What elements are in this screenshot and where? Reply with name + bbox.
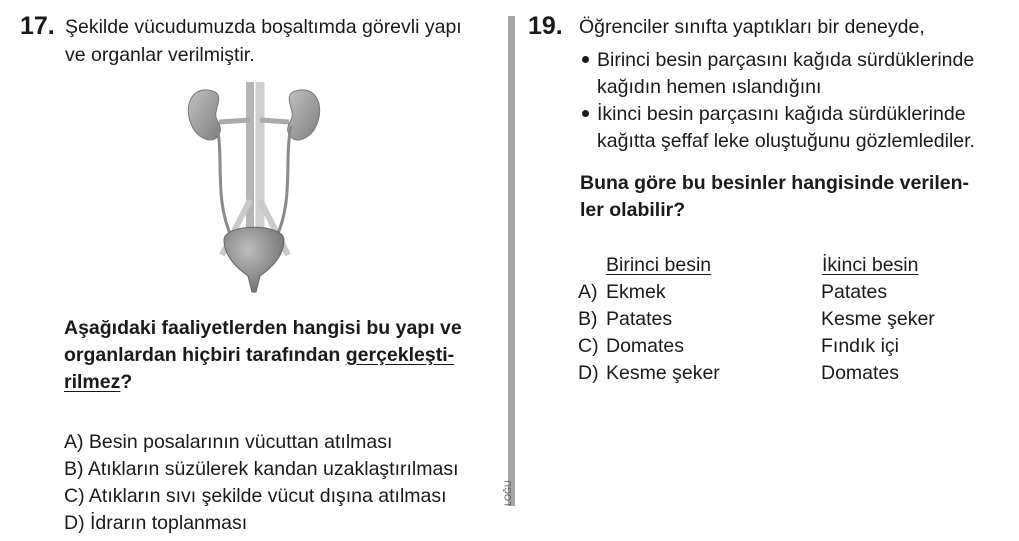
question-17-option-b[interactable]: B) Atıkların süzülerek kandan uzaklaştırılması bbox=[64, 458, 459, 480]
bullet-icon bbox=[582, 110, 589, 117]
question-19-stem: Öğrenciler sınıfta yaptıkları bir deneyde, bbox=[579, 16, 925, 38]
question-17-option-a[interactable]: A) Besin posalarının vücuttan atılması bbox=[64, 431, 393, 453]
column-header-second-food: İkinci besin bbox=[822, 254, 919, 276]
question-17-prompt-line-3 bbox=[64, 371, 132, 394]
option-letter-b[interactable]: B) bbox=[578, 308, 598, 330]
question-17-prompt-line-2 bbox=[64, 344, 454, 367]
question-19-prompt-line-2: ler olabilir? bbox=[580, 199, 686, 221]
question-19-prompt-line-1: Buna göre bu besinler hangisinde verilen- bbox=[580, 172, 969, 194]
option-d-second-food[interactable]: Domates bbox=[821, 362, 900, 384]
question-19-bullet-2-line-2: kağıtta şeffaf leke oluştuğunu gözlemlediler. bbox=[597, 130, 975, 152]
question-19-bullet-1-line-1: Birinci besin parçasını kağıda sürdüklerinde bbox=[597, 49, 975, 71]
question-19-number: 19. bbox=[528, 12, 563, 40]
question-17-underlined-keyword: gerçekleşti- bbox=[345, 344, 455, 366]
question-17-option-c[interactable]: C) Atıkların sıvı şekilde vücut dışına atılması bbox=[64, 485, 447, 507]
question-17-stem-line-2: ve organlar verilmiştir. bbox=[65, 44, 255, 66]
column-header-first-food: Birinci besin bbox=[606, 254, 712, 276]
question-19-bullet-1-line-2: kağıdın hemen ıslandığını bbox=[597, 76, 822, 98]
urinary-bladder bbox=[224, 227, 284, 292]
question-17-stem-line-1: Şekilde vücudumuzda boşaltımda görevli yapı bbox=[65, 16, 462, 38]
question-17-number: 17. bbox=[20, 12, 55, 40]
left-kidney bbox=[188, 90, 220, 140]
left-ureter bbox=[217, 126, 232, 238]
urinary-system-diagram bbox=[184, 80, 324, 295]
question-17-prompt-line-2-text: organlardan hiçbiri tarafından bbox=[64, 344, 346, 366]
question-17-option-d[interactable]: D) İdrarın toplanması bbox=[64, 512, 248, 534]
option-letter-c[interactable]: C) bbox=[578, 335, 599, 357]
option-c-first-food[interactable]: Domates bbox=[606, 335, 685, 357]
side-margin-text: LOĞU bbox=[503, 480, 513, 506]
question-17-underlined-keyword-end: rilmez bbox=[64, 371, 121, 393]
option-b-first-food[interactable]: Patates bbox=[606, 308, 673, 330]
option-a-second-food[interactable]: Patates bbox=[821, 281, 888, 303]
question-19-bullet-2-line-1: İkinci besin parçasını kağıda sürdüklerinde bbox=[597, 103, 966, 125]
option-letter-d[interactable]: D) bbox=[578, 362, 599, 384]
option-c-second-food[interactable]: Fındık içi bbox=[821, 335, 900, 357]
option-letter-a[interactable]: A) bbox=[578, 281, 598, 303]
bullet-icon bbox=[582, 56, 589, 63]
question-17-question-mark: ? bbox=[120, 371, 133, 393]
right-ureter bbox=[276, 126, 291, 238]
column-divider bbox=[508, 16, 515, 506]
option-b-second-food[interactable]: Kesme şeker bbox=[821, 308, 935, 330]
right-kidney bbox=[288, 90, 320, 140]
option-a-first-food[interactable]: Ekmek bbox=[606, 281, 666, 303]
question-17-prompt-line-1: Aşağıdaki faaliyetlerden hangisi bu yapı ve bbox=[64, 317, 462, 339]
option-d-first-food[interactable]: Kesme şeker bbox=[606, 362, 720, 384]
